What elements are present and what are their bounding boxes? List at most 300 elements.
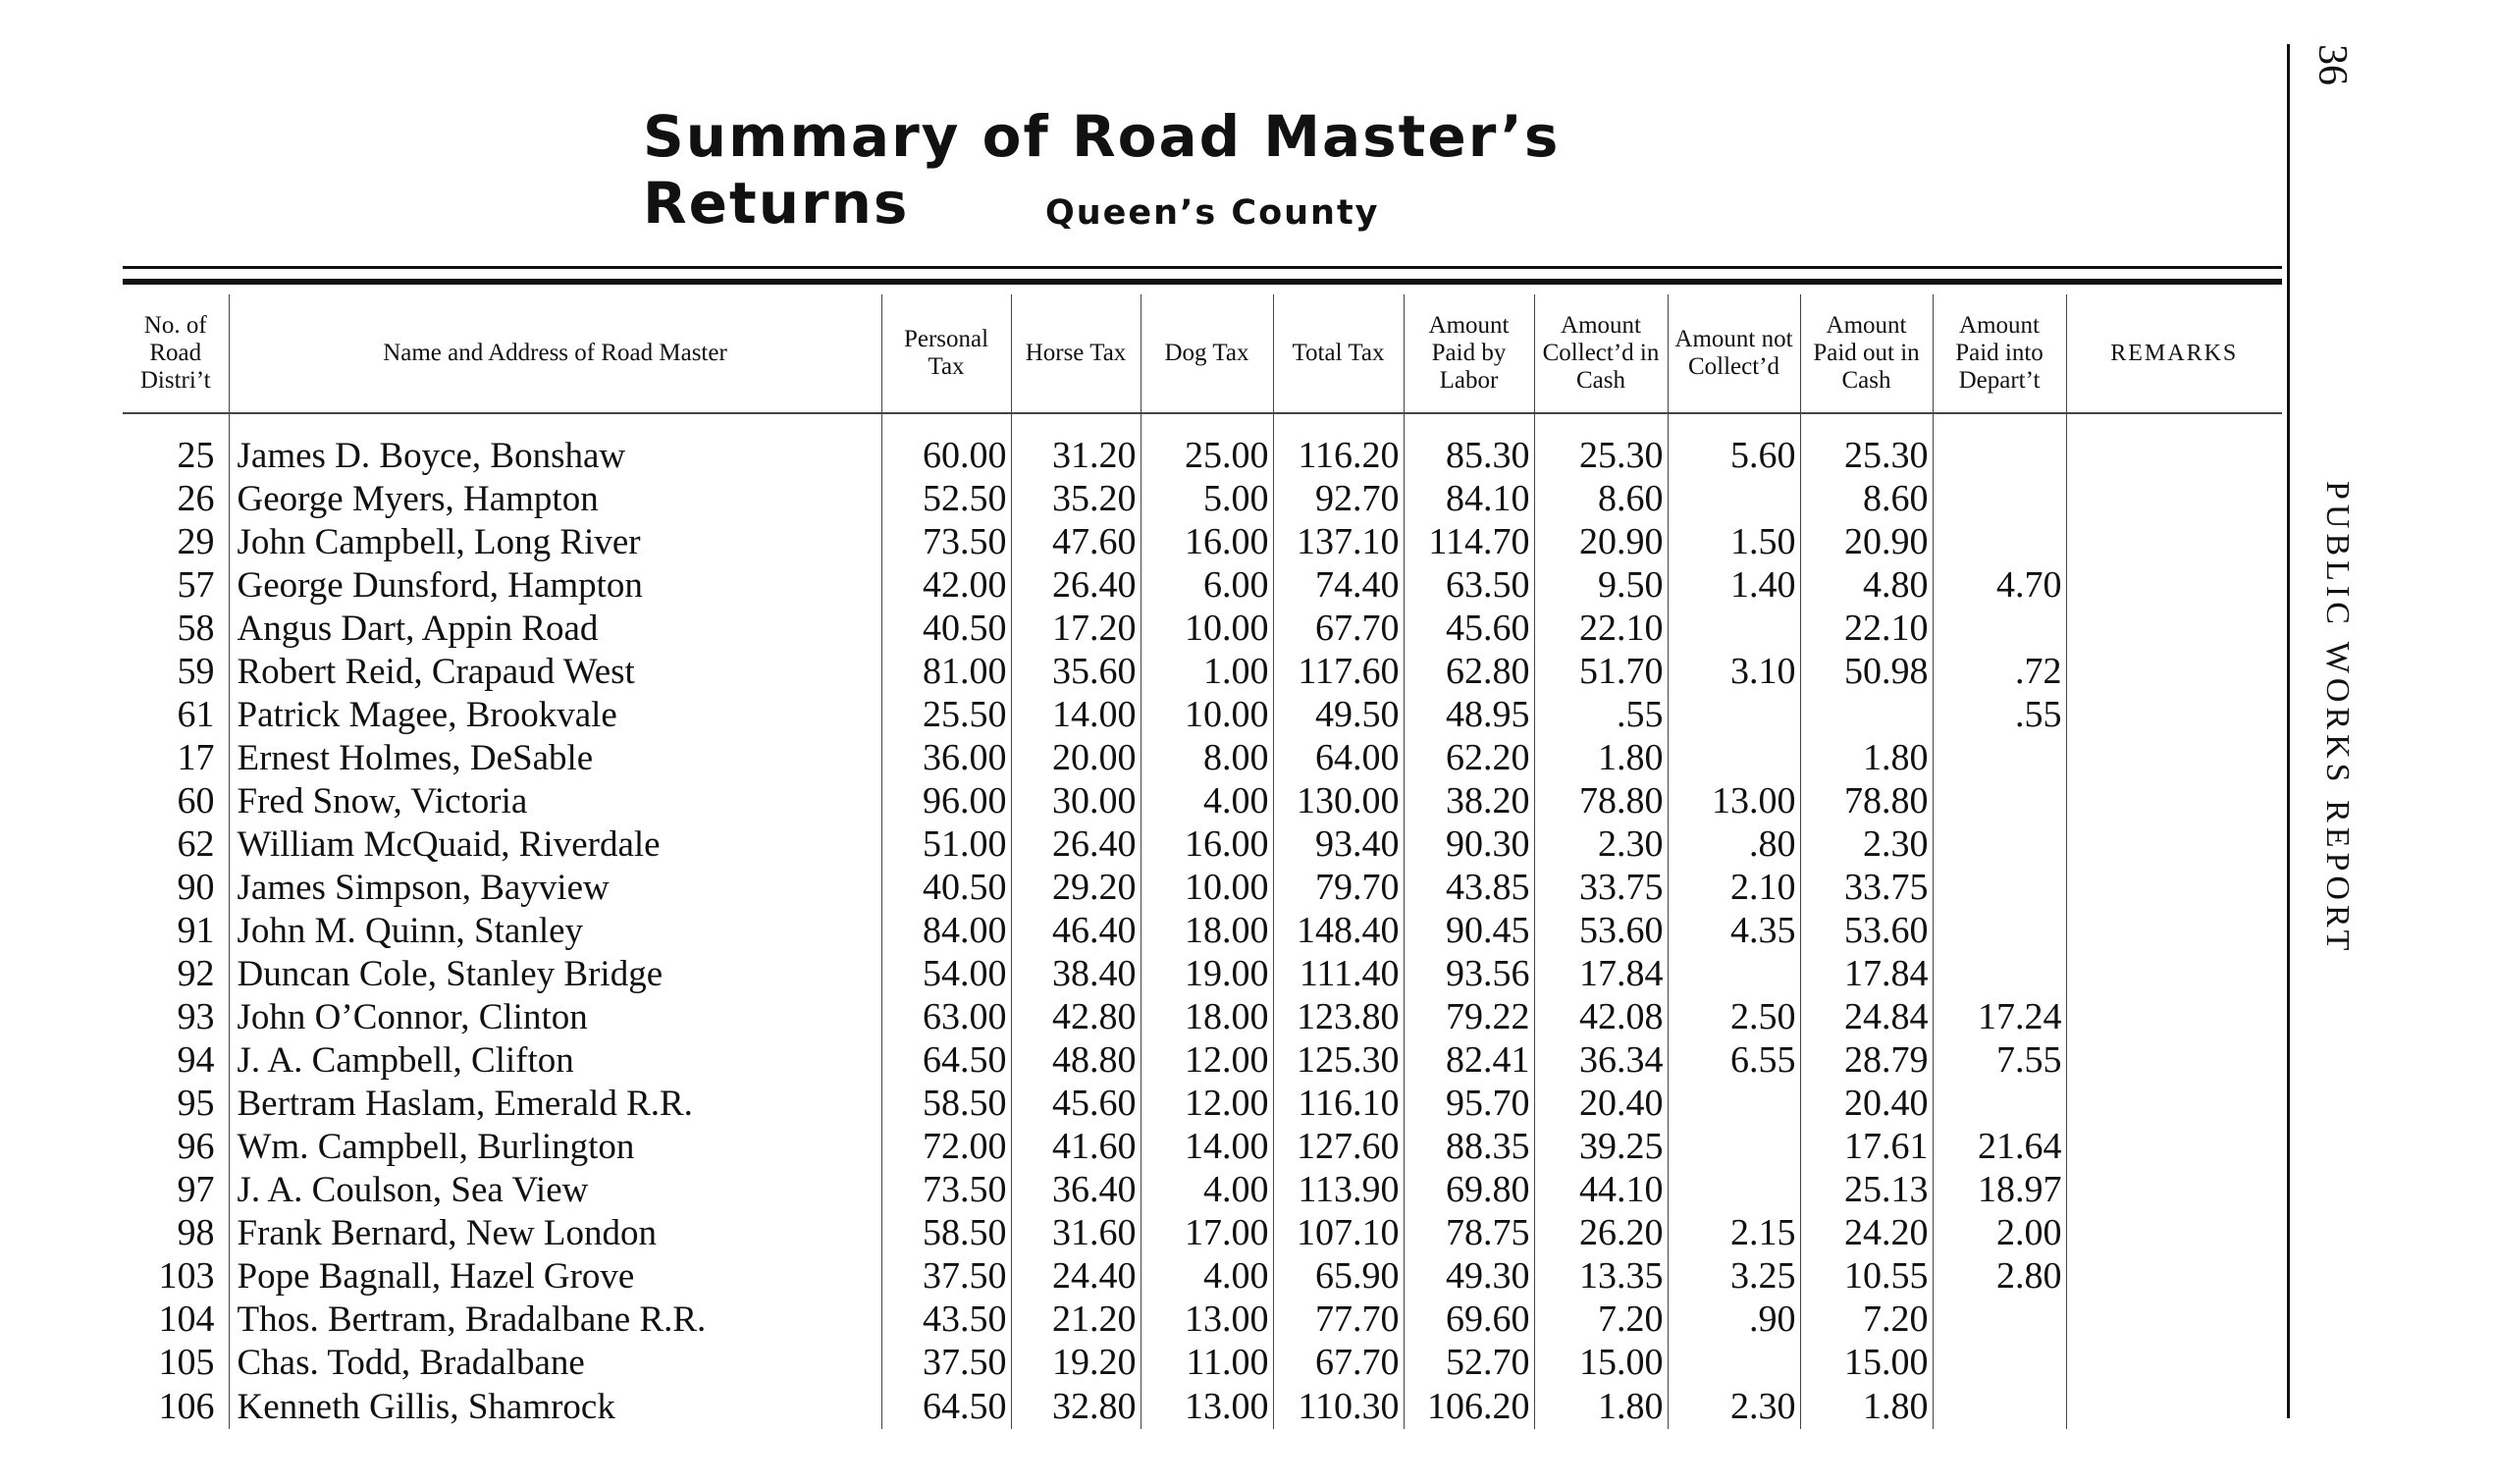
cell-not-collected: .90 [1668, 1298, 1800, 1341]
cell-paid-into-department [1933, 607, 2066, 650]
col-header-district: No. of Road Distri’t [139, 312, 211, 394]
col-header-paid-out-cash: Amount Paid out in Cash [1800, 294, 1933, 413]
cell-collected-cash: 39.25 [1534, 1125, 1668, 1168]
cell-paid-out-cash: 25.30 [1800, 413, 1933, 477]
cell-paid-out-cash: 1.80 [1800, 736, 1933, 779]
cell-not-collected: .80 [1668, 822, 1800, 866]
cell-remarks [2066, 1384, 2282, 1429]
cell-name: Wm. Campbell, Burlington [229, 1125, 881, 1168]
cell-remarks [2066, 1038, 2282, 1082]
cell-name: John Campbell, Long River [229, 520, 881, 563]
cell-paid-labor: 52.70 [1404, 1341, 1534, 1384]
cell-paid-into-department: 4.70 [1933, 563, 2066, 607]
col-header-personal-tax: Personal Tax [881, 294, 1011, 413]
cell-paid-into-department: 18.97 [1933, 1168, 2066, 1211]
cell-paid-into-department: 21.64 [1933, 1125, 2066, 1168]
cell-remarks [2066, 477, 2282, 520]
cell-paid-into-department: .72 [1933, 650, 2066, 693]
cell-collected-cash: 7.20 [1534, 1298, 1668, 1341]
cell-dog-tax: 10.00 [1141, 607, 1273, 650]
cell-dog-tax: 25.00 [1141, 413, 1273, 477]
cell-collected-cash: 9.50 [1534, 563, 1668, 607]
cell-paid-labor: 79.22 [1404, 995, 1534, 1038]
table-row [123, 995, 2282, 1038]
col-header-not-collected: Amount not Collect’d [1668, 294, 1800, 413]
cell-total-tax: 110.30 [1273, 1384, 1404, 1429]
cell-paid-into-department [1933, 1298, 2066, 1341]
cell-horse-tax: 17.20 [1011, 607, 1141, 650]
cell-paid-labor: 90.45 [1404, 909, 1534, 952]
page-right-border [2287, 44, 2290, 1418]
cell-horse-tax: 42.80 [1011, 995, 1141, 1038]
table-header-row [123, 294, 2282, 413]
cell-district: 25 [177, 435, 215, 476]
cell-paid-out-cash: 28.79 [1800, 1038, 1933, 1082]
cell-total-tax: 137.10 [1273, 520, 1404, 563]
col-header-total-tax: Total Tax [1273, 294, 1404, 413]
cell-personal-tax: 54.00 [881, 952, 1011, 995]
cell-total-tax: 107.10 [1273, 1211, 1404, 1254]
cell-district: 103 [158, 1255, 215, 1297]
cell-name: Frank Bernard, New London [229, 1211, 881, 1254]
cell-paid-labor: 106.20 [1404, 1384, 1534, 1429]
cell-personal-tax: 37.50 [881, 1341, 1011, 1384]
cell-personal-tax: 40.50 [881, 866, 1011, 909]
cell-district: 26 [177, 478, 215, 519]
table-row [123, 779, 2282, 822]
cell-paid-into-department: .55 [1933, 693, 2066, 736]
cell-horse-tax: 45.60 [1011, 1082, 1141, 1125]
cell-paid-labor: 49.30 [1404, 1254, 1534, 1298]
cell-paid-labor: 114.70 [1404, 520, 1534, 563]
cell-total-tax: 49.50 [1273, 693, 1404, 736]
cell-dog-tax: 6.00 [1141, 563, 1273, 607]
cell-not-collected: 1.50 [1668, 520, 1800, 563]
cell-dog-tax: 16.00 [1141, 822, 1273, 866]
cell-total-tax: 148.40 [1273, 909, 1404, 952]
cell-paid-into-department [1933, 952, 2066, 995]
cell-collected-cash: 1.80 [1534, 1384, 1668, 1429]
cell-paid-out-cash: 25.13 [1800, 1168, 1933, 1211]
cell-remarks [2066, 866, 2282, 909]
cell-paid-labor: 63.50 [1404, 563, 1534, 607]
cell-personal-tax: 96.00 [881, 779, 1011, 822]
cell-remarks [2066, 563, 2282, 607]
cell-district: 93 [177, 996, 215, 1037]
cell-district: 29 [177, 521, 215, 562]
table-row [123, 1211, 2282, 1254]
cell-paid-into-department [1933, 477, 2066, 520]
cell-paid-into-department [1933, 822, 2066, 866]
cell-not-collected [1668, 736, 1800, 779]
cell-paid-out-cash: 24.20 [1800, 1211, 1933, 1254]
cell-not-collected [1668, 1341, 1800, 1384]
cell-not-collected: 2.15 [1668, 1211, 1800, 1254]
cell-collected-cash: 33.75 [1534, 866, 1668, 909]
cell-remarks [2066, 1341, 2282, 1384]
cell-horse-tax: 26.40 [1011, 563, 1141, 607]
cell-paid-labor: 69.60 [1404, 1298, 1534, 1341]
cell-paid-labor: 69.80 [1404, 1168, 1534, 1211]
cell-paid-labor: 62.80 [1404, 650, 1534, 693]
cell-remarks [2066, 995, 2282, 1038]
cell-personal-tax: 81.00 [881, 650, 1011, 693]
cell-collected-cash: 17.84 [1534, 952, 1668, 995]
cell-total-tax: 67.70 [1273, 607, 1404, 650]
cell-name: James D. Boyce, Bonshaw [229, 413, 881, 477]
cell-paid-out-cash: 78.80 [1800, 779, 1933, 822]
cell-horse-tax: 19.20 [1011, 1341, 1141, 1384]
cell-name: John M. Quinn, Stanley [229, 909, 881, 952]
cell-collected-cash: 51.70 [1534, 650, 1668, 693]
cell-paid-out-cash: 20.40 [1800, 1082, 1933, 1125]
cell-horse-tax: 14.00 [1011, 693, 1141, 736]
cell-collected-cash: 8.60 [1534, 477, 1668, 520]
cell-paid-out-cash: 15.00 [1800, 1341, 1933, 1384]
top-rule-double-lower [123, 279, 2282, 285]
cell-name: George Myers, Hampton [229, 477, 881, 520]
cell-not-collected [1668, 952, 1800, 995]
cell-paid-into-department [1933, 736, 2066, 779]
cell-district: 97 [177, 1169, 215, 1210]
cell-name: William McQuaid, Riverdale [229, 822, 881, 866]
cell-horse-tax: 48.80 [1011, 1038, 1141, 1082]
cell-paid-into-department: 2.80 [1933, 1254, 2066, 1298]
cell-remarks [2066, 650, 2282, 693]
cell-remarks [2066, 1125, 2282, 1168]
cell-horse-tax: 21.20 [1011, 1298, 1141, 1341]
cell-dog-tax: 4.00 [1141, 779, 1273, 822]
cell-name: Duncan Cole, Stanley Bridge [229, 952, 881, 995]
cell-district: 59 [177, 651, 215, 692]
cell-not-collected: 6.55 [1668, 1038, 1800, 1082]
cell-personal-tax: 51.00 [881, 822, 1011, 866]
cell-district: 98 [177, 1212, 215, 1253]
cell-remarks [2066, 1298, 2282, 1341]
cell-paid-into-department [1933, 909, 2066, 952]
table-row [123, 607, 2282, 650]
cell-personal-tax: 58.50 [881, 1211, 1011, 1254]
cell-total-tax: 74.40 [1273, 563, 1404, 607]
cell-collected-cash: .55 [1534, 693, 1668, 736]
cell-name: James Simpson, Bayview [229, 866, 881, 909]
cell-collected-cash: 15.00 [1534, 1341, 1668, 1384]
cell-name: J. A. Coulson, Sea View [229, 1168, 881, 1211]
cell-dog-tax: 14.00 [1141, 1125, 1273, 1168]
cell-not-collected [1668, 607, 1800, 650]
cell-paid-labor: 90.30 [1404, 822, 1534, 866]
cell-total-tax: 116.10 [1273, 1082, 1404, 1125]
cell-dog-tax: 18.00 [1141, 995, 1273, 1038]
table-row [123, 1082, 2282, 1125]
col-header-horse-tax: Horse Tax [1011, 294, 1141, 413]
cell-remarks [2066, 1082, 2282, 1125]
cell-total-tax: 125.30 [1273, 1038, 1404, 1082]
cell-not-collected: 3.10 [1668, 650, 1800, 693]
cell-paid-labor: 62.20 [1404, 736, 1534, 779]
cell-district: 94 [177, 1039, 215, 1081]
cell-paid-out-cash [1800, 693, 1933, 736]
cell-paid-out-cash: 1.80 [1800, 1384, 1933, 1429]
cell-horse-tax: 30.00 [1011, 779, 1141, 822]
cell-paid-into-department [1933, 779, 2066, 822]
cell-paid-out-cash: 24.84 [1800, 995, 1933, 1038]
cell-total-tax: 117.60 [1273, 650, 1404, 693]
cell-dog-tax: 17.00 [1141, 1211, 1273, 1254]
top-rule-double-upper [123, 266, 2282, 269]
cell-remarks [2066, 1254, 2282, 1298]
cell-collected-cash: 20.90 [1534, 520, 1668, 563]
page-subtitle: Queen’s County [1045, 193, 1380, 233]
cell-horse-tax: 36.40 [1011, 1168, 1141, 1211]
cell-not-collected: 13.00 [1668, 779, 1800, 822]
cell-horse-tax: 35.60 [1011, 650, 1141, 693]
table-row [123, 1254, 2282, 1298]
cell-paid-labor: 78.75 [1404, 1211, 1534, 1254]
cell-paid-out-cash: 10.55 [1800, 1254, 1933, 1298]
cell-dog-tax: 11.00 [1141, 1341, 1273, 1384]
cell-horse-tax: 35.20 [1011, 477, 1141, 520]
cell-district: 17 [177, 737, 215, 778]
cell-not-collected: 2.10 [1668, 866, 1800, 909]
cell-district: 95 [177, 1083, 215, 1124]
cell-name: Robert Reid, Crapaud West [229, 650, 881, 693]
table-row [123, 693, 2282, 736]
cell-name: Chas. Todd, Bradalbane [229, 1341, 881, 1384]
table-row [123, 477, 2282, 520]
table-row [123, 1384, 2282, 1429]
cell-paid-into-department: 7.55 [1933, 1038, 2066, 1082]
cell-collected-cash: 53.60 [1534, 909, 1668, 952]
cell-not-collected [1668, 1082, 1800, 1125]
cell-paid-into-department [1933, 866, 2066, 909]
cell-not-collected: 2.50 [1668, 995, 1800, 1038]
cell-paid-into-department: 17.24 [1933, 995, 2066, 1038]
cell-not-collected [1668, 693, 1800, 736]
cell-name: J. A. Campbell, Clifton [229, 1038, 881, 1082]
table-row [123, 1298, 2282, 1341]
cell-paid-out-cash: 2.30 [1800, 822, 1933, 866]
page-number: 36 [2309, 44, 2355, 85]
cell-district: 57 [177, 564, 215, 606]
cell-total-tax: 123.80 [1273, 995, 1404, 1038]
table-row [123, 1341, 2282, 1384]
cell-total-tax: 92.70 [1273, 477, 1404, 520]
cell-district: 60 [177, 780, 215, 822]
cell-collected-cash: 1.80 [1534, 736, 1668, 779]
cell-remarks [2066, 1168, 2282, 1211]
cell-remarks [2066, 693, 2282, 736]
cell-not-collected: 3.25 [1668, 1254, 1800, 1298]
cell-collected-cash: 42.08 [1534, 995, 1668, 1038]
table-row [123, 413, 2282, 477]
cell-total-tax: 65.90 [1273, 1254, 1404, 1298]
cell-personal-tax: 72.00 [881, 1125, 1011, 1168]
cell-not-collected [1668, 477, 1800, 520]
road-master-returns-table [123, 294, 2282, 1429]
table-row [123, 650, 2282, 693]
cell-paid-labor: 85.30 [1404, 413, 1534, 477]
cell-district: 105 [158, 1342, 215, 1383]
cell-horse-tax: 41.60 [1011, 1125, 1141, 1168]
cell-total-tax: 130.00 [1273, 779, 1404, 822]
cell-paid-out-cash: 22.10 [1800, 607, 1933, 650]
table-row [123, 520, 2282, 563]
cell-name: Angus Dart, Appin Road [229, 607, 881, 650]
table-row [123, 1125, 2282, 1168]
cell-district: 58 [177, 608, 215, 649]
table-row [123, 736, 2282, 779]
cell-remarks [2066, 1211, 2282, 1254]
cell-horse-tax: 46.40 [1011, 909, 1141, 952]
cell-dog-tax: 16.00 [1141, 520, 1273, 563]
cell-collected-cash: 2.30 [1534, 822, 1668, 866]
cell-dog-tax: 5.00 [1141, 477, 1273, 520]
cell-name: Thos. Bertram, Bradalbane R.R. [229, 1298, 881, 1341]
cell-paid-into-department [1933, 1384, 2066, 1429]
cell-not-collected: 1.40 [1668, 563, 1800, 607]
cell-paid-out-cash: 20.90 [1800, 520, 1933, 563]
cell-horse-tax: 24.40 [1011, 1254, 1141, 1298]
cell-paid-out-cash: 33.75 [1800, 866, 1933, 909]
cell-dog-tax: 18.00 [1141, 909, 1273, 952]
cell-district: 104 [158, 1298, 215, 1340]
cell-personal-tax: 36.00 [881, 736, 1011, 779]
cell-remarks [2066, 607, 2282, 650]
cell-not-collected: 4.35 [1668, 909, 1800, 952]
cell-horse-tax: 31.60 [1011, 1211, 1141, 1254]
cell-paid-labor: 43.85 [1404, 866, 1534, 909]
cell-paid-into-department [1933, 413, 2066, 477]
cell-dog-tax: 8.00 [1141, 736, 1273, 779]
cell-name: George Dunsford, Hampton [229, 563, 881, 607]
cell-collected-cash: 13.35 [1534, 1254, 1668, 1298]
cell-personal-tax: 52.50 [881, 477, 1011, 520]
cell-remarks [2066, 952, 2282, 995]
cell-personal-tax: 40.50 [881, 607, 1011, 650]
cell-horse-tax: 47.60 [1011, 520, 1141, 563]
cell-personal-tax: 37.50 [881, 1254, 1011, 1298]
cell-personal-tax: 64.50 [881, 1038, 1011, 1082]
cell-personal-tax: 84.00 [881, 909, 1011, 952]
cell-paid-into-department: 2.00 [1933, 1211, 2066, 1254]
table-row [123, 909, 2282, 952]
cell-horse-tax: 38.40 [1011, 952, 1141, 995]
cell-personal-tax: 43.50 [881, 1298, 1011, 1341]
cell-name: Bertram Haslam, Emerald R.R. [229, 1082, 881, 1125]
cell-total-tax: 116.20 [1273, 413, 1404, 477]
cell-district: 61 [177, 694, 215, 735]
cell-paid-into-department [1933, 1341, 2066, 1384]
cell-total-tax: 64.00 [1273, 736, 1404, 779]
cell-dog-tax: 10.00 [1141, 693, 1273, 736]
cell-collected-cash: 22.10 [1534, 607, 1668, 650]
cell-name: Ernest Holmes, DeSable [229, 736, 881, 779]
cell-remarks [2066, 736, 2282, 779]
running-header-side: PUBLIC WORKS REPORT [2319, 481, 2356, 956]
cell-not-collected [1668, 1125, 1800, 1168]
cell-total-tax: 93.40 [1273, 822, 1404, 866]
cell-collected-cash: 26.20 [1534, 1211, 1668, 1254]
cell-district: 62 [177, 823, 215, 865]
cell-name: Patrick Magee, Brookvale [229, 693, 881, 736]
cell-collected-cash: 78.80 [1534, 779, 1668, 822]
col-header-paid-into-department: Amount Paid into Depart’t [1933, 294, 2066, 413]
col-header-name: Name and Address of Road Master [229, 294, 881, 413]
cell-dog-tax: 12.00 [1141, 1038, 1273, 1082]
cell-not-collected [1668, 1168, 1800, 1211]
cell-personal-tax: 63.00 [881, 995, 1011, 1038]
cell-district: 90 [177, 867, 215, 908]
cell-district: 91 [177, 910, 215, 951]
cell-name: Pope Bagnall, Hazel Grove [229, 1254, 881, 1298]
cell-personal-tax: 58.50 [881, 1082, 1011, 1125]
cell-not-collected: 5.60 [1668, 413, 1800, 477]
cell-paid-labor: 88.35 [1404, 1125, 1534, 1168]
cell-total-tax: 111.40 [1273, 952, 1404, 995]
cell-total-tax: 79.70 [1273, 866, 1404, 909]
cell-dog-tax: 4.00 [1141, 1168, 1273, 1211]
table-row [123, 952, 2282, 995]
cell-paid-labor: 48.95 [1404, 693, 1534, 736]
cell-dog-tax: 19.00 [1141, 952, 1273, 995]
cell-paid-labor: 93.56 [1404, 952, 1534, 995]
cell-dog-tax: 12.00 [1141, 1082, 1273, 1125]
cell-paid-labor: 38.20 [1404, 779, 1534, 822]
cell-paid-out-cash: 8.60 [1800, 477, 1933, 520]
cell-personal-tax: 73.50 [881, 1168, 1011, 1211]
table-row [123, 822, 2282, 866]
cell-personal-tax: 64.50 [881, 1384, 1011, 1429]
cell-personal-tax: 25.50 [881, 693, 1011, 736]
cell-paid-out-cash: 50.98 [1800, 650, 1933, 693]
page-title: Summary of Road Master’s Returns [643, 103, 1561, 237]
cell-personal-tax: 60.00 [881, 413, 1011, 477]
cell-horse-tax: 20.00 [1011, 736, 1141, 779]
cell-not-collected: 2.30 [1668, 1384, 1800, 1429]
cell-name: Fred Snow, Victoria [229, 779, 881, 822]
cell-personal-tax: 73.50 [881, 520, 1011, 563]
cell-horse-tax: 31.20 [1011, 413, 1141, 477]
cell-remarks [2066, 909, 2282, 952]
cell-horse-tax: 32.80 [1011, 1384, 1141, 1429]
col-header-collected-cash: Amount Collect’d in Cash [1534, 294, 1668, 413]
cell-paid-out-cash: 7.20 [1800, 1298, 1933, 1341]
table-row [123, 866, 2282, 909]
cell-district: 92 [177, 953, 215, 994]
cell-district: 96 [177, 1126, 215, 1167]
cell-paid-labor: 84.10 [1404, 477, 1534, 520]
cell-district: 106 [158, 1386, 215, 1427]
cell-total-tax: 113.90 [1273, 1168, 1404, 1211]
cell-paid-out-cash: 53.60 [1800, 909, 1933, 952]
cell-dog-tax: 4.00 [1141, 1254, 1273, 1298]
cell-paid-labor: 95.70 [1404, 1082, 1534, 1125]
col-header-paid-labor: Amount Paid by Labor [1404, 294, 1534, 413]
cell-collected-cash: 25.30 [1534, 413, 1668, 477]
cell-collected-cash: 44.10 [1534, 1168, 1668, 1211]
cell-horse-tax: 29.20 [1011, 866, 1141, 909]
cell-paid-out-cash: 4.80 [1800, 563, 1933, 607]
table-row [123, 1168, 2282, 1211]
cell-dog-tax: 10.00 [1141, 866, 1273, 909]
cell-horse-tax: 26.40 [1011, 822, 1141, 866]
cell-paid-into-department [1933, 1082, 2066, 1125]
cell-total-tax: 77.70 [1273, 1298, 1404, 1341]
cell-paid-labor: 45.60 [1404, 607, 1534, 650]
col-header-dog-tax: Dog Tax [1141, 294, 1273, 413]
col-header-remarks: REMARKS [2066, 294, 2282, 413]
